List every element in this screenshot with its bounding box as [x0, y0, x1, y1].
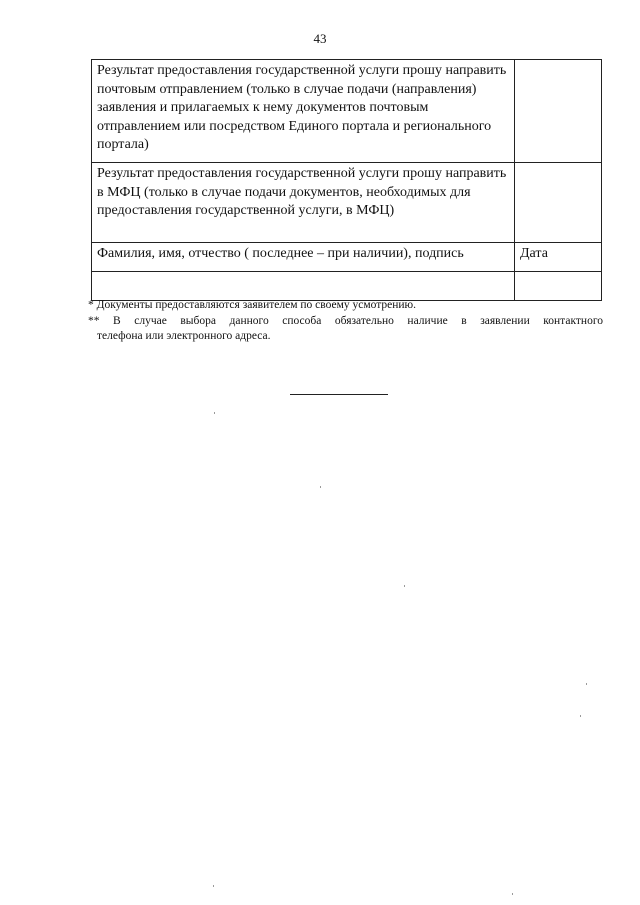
table-row	[92, 60, 602, 163]
scan-speck	[213, 885, 214, 887]
signature-field[interactable]	[92, 272, 515, 301]
footnote-contact-line2: телефона или электронного адреса.	[97, 330, 271, 342]
table-row	[92, 272, 602, 301]
end-of-document-rule	[290, 394, 388, 395]
scan-speck	[214, 412, 215, 414]
application-form-table	[91, 59, 602, 301]
mfc-delivery-mark-cell[interactable]	[515, 163, 602, 243]
page-number: 43	[313, 31, 327, 46]
date-field[interactable]	[515, 272, 602, 301]
scan-speck	[586, 683, 587, 685]
mfc-delivery-option-text: Результат предоставления государственной услуги прошу направить в МФЦ (только в случае подачи документов, необходимых для предоставления государственной услуги, в МФЦ)	[92, 163, 515, 243]
scan-speck	[512, 893, 513, 895]
table-row	[92, 163, 602, 243]
footnotes	[88, 298, 603, 344]
footnote-contact-line1: ** В случае выбора данного способа обязательно наличие в заявлении контактного	[88, 315, 603, 327]
scan-speck	[580, 715, 581, 717]
footnote-documents: * Документы предоставляются заявителем по своему усмотрению.	[88, 299, 417, 311]
table-row	[92, 243, 602, 272]
scan-speck	[320, 486, 321, 488]
postal-delivery-mark-cell[interactable]	[515, 60, 602, 163]
date-label: Дата	[515, 243, 602, 272]
scan-speck	[404, 585, 405, 587]
signature-label: Фамилия, имя, отчество ( последнее – при наличии), подпись	[92, 243, 515, 272]
postal-delivery-option-text: Результат предоставления государственной услуги прошу направить почтовым отправлением (только в случае подачи (направления) заявления и прилагаемых к нему документов почтовым отправлением или посредством Единого портала и регионального портала)	[92, 60, 515, 163]
